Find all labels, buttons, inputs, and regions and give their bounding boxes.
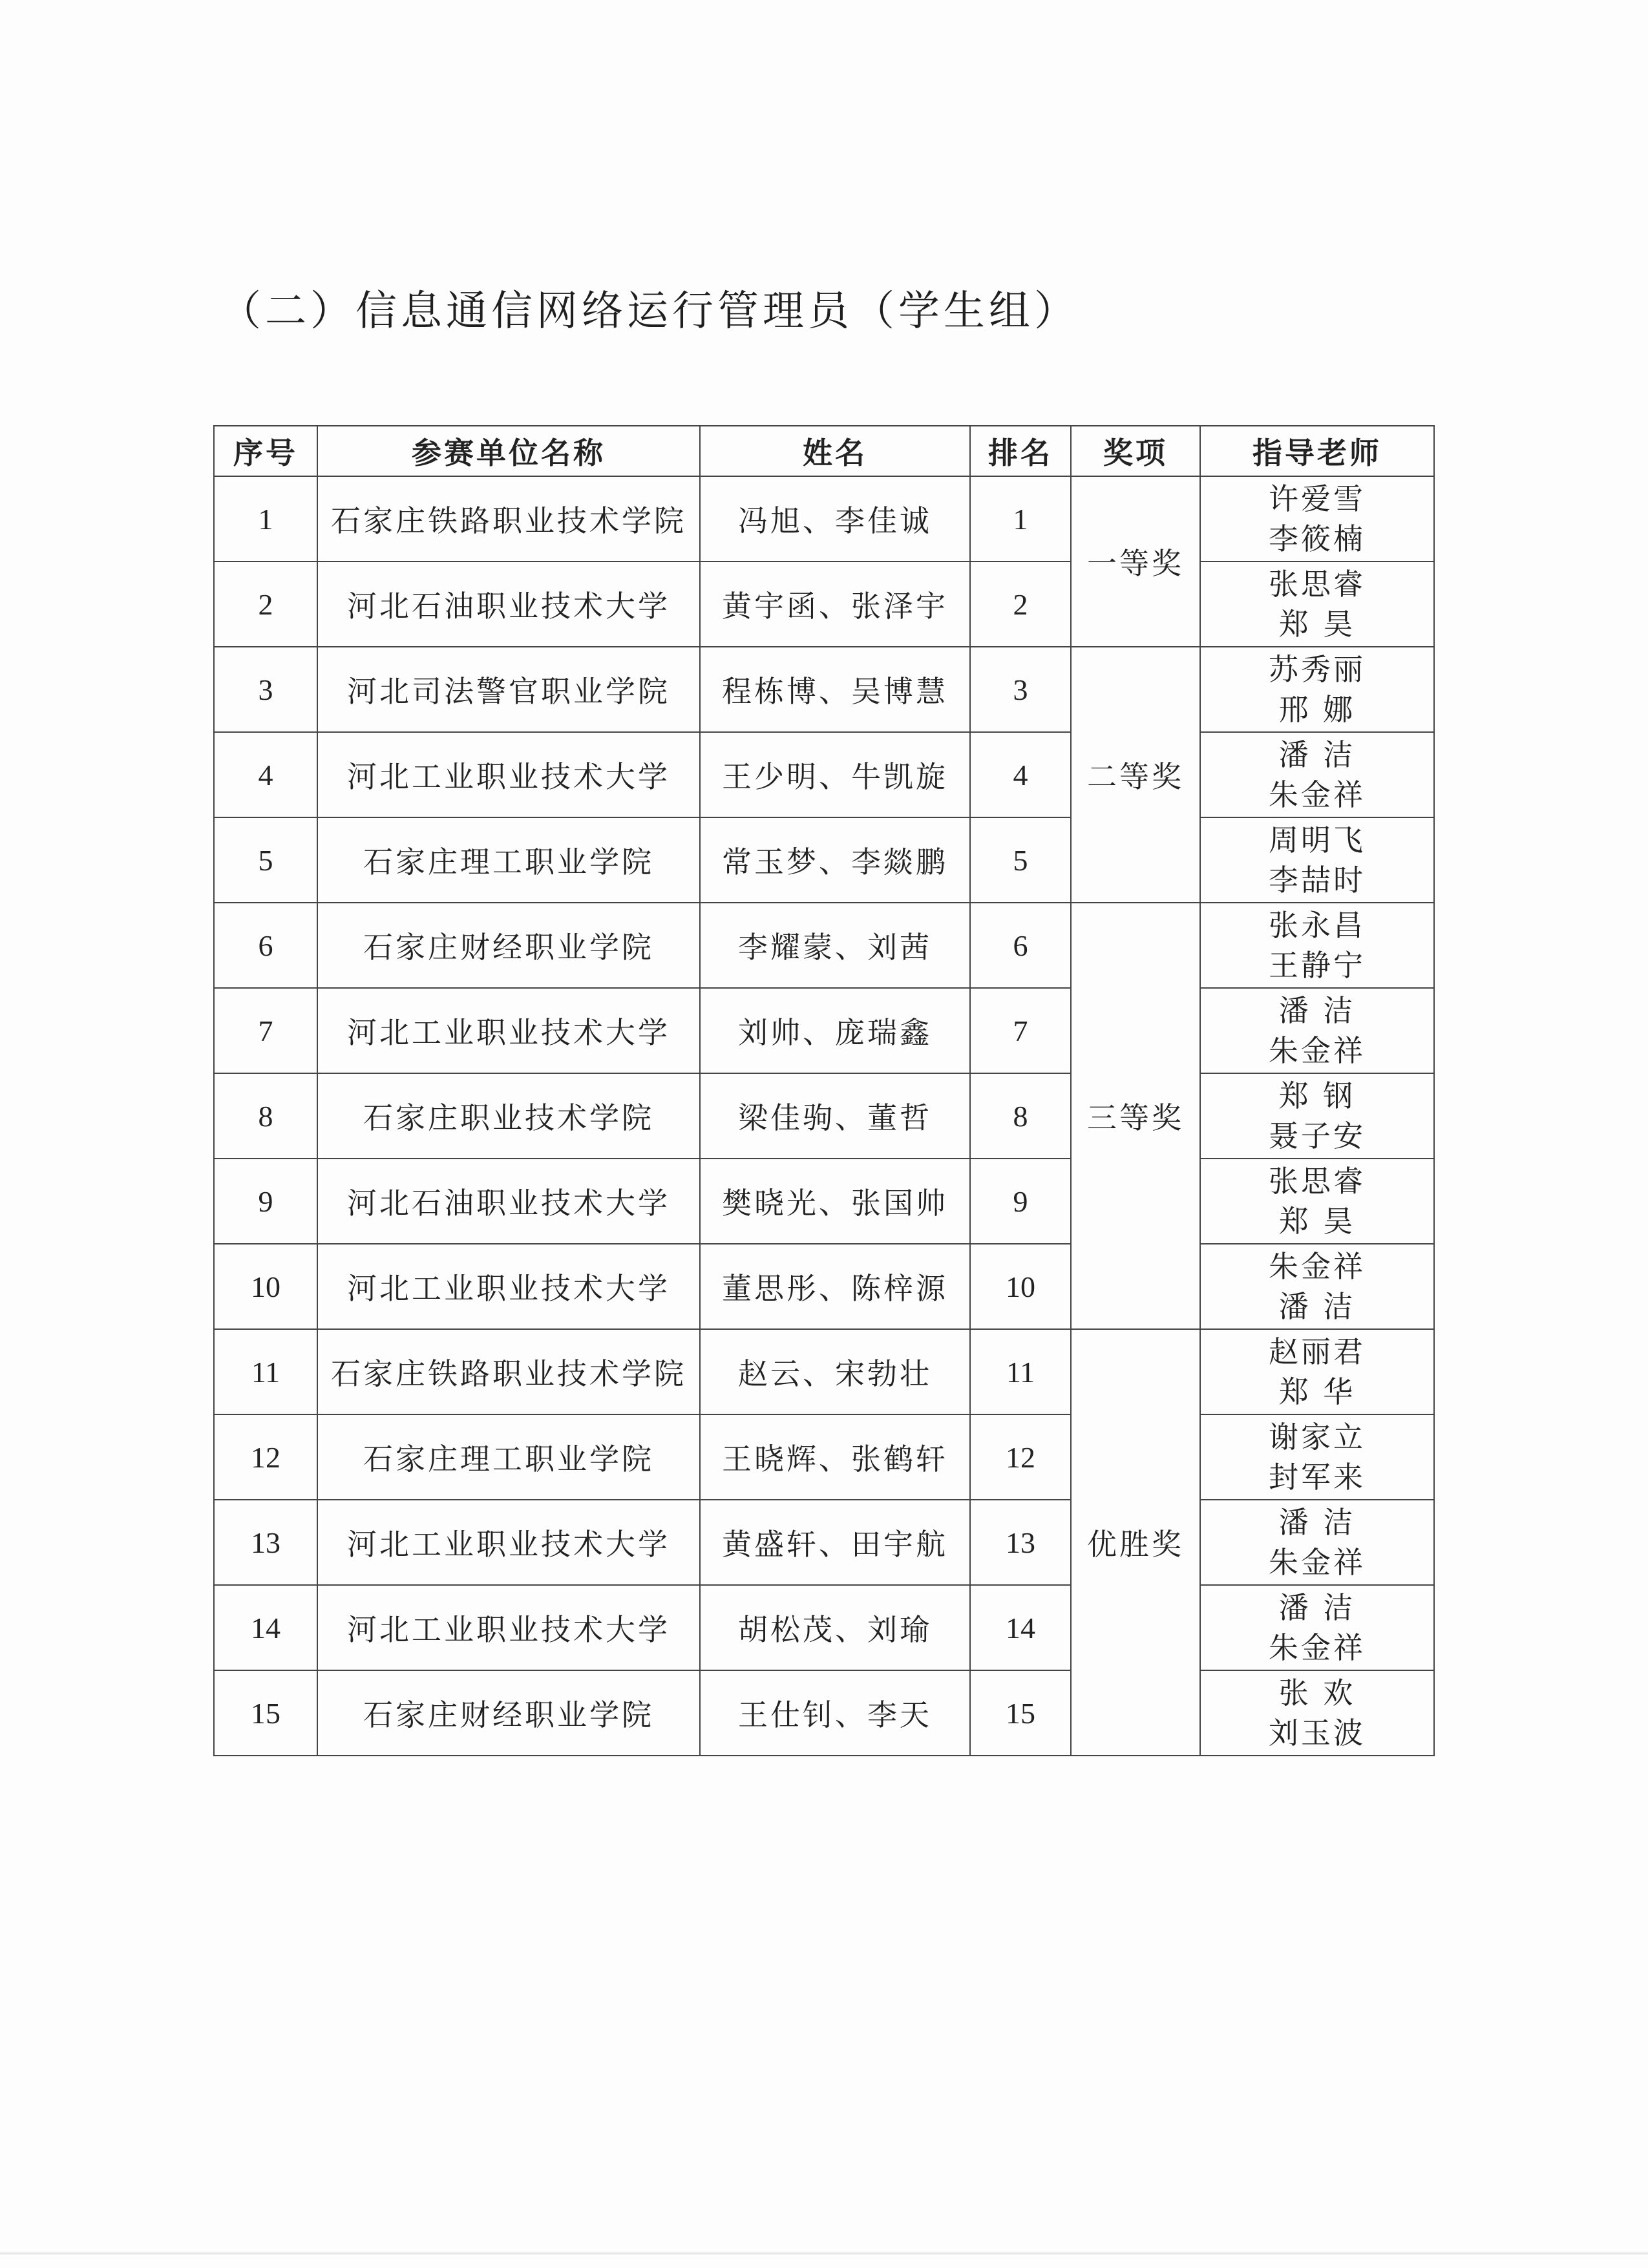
table-row — [214, 1329, 1434, 1414]
cell-unit: 河北石油职业技术大学 — [317, 1159, 700, 1244]
cell-teachers — [1200, 562, 1434, 647]
cell-names: 王少明、牛凯旋 — [700, 732, 970, 817]
cell-seq: 6 — [214, 903, 317, 988]
cell-unit: 石家庄财经职业学院 — [317, 903, 700, 988]
cell-rank: 3 — [970, 647, 1071, 732]
cell-unit: 河北工业职业技术大学 — [317, 732, 700, 817]
teacher-name: 朱金祥 — [1269, 1249, 1366, 1284]
cell-names: 冯旭、李佳诚 — [700, 476, 970, 562]
header-seq: 序号 — [214, 426, 317, 476]
teacher-name: 朱金祥 — [1269, 1033, 1366, 1068]
cell-names: 董思彤、陈梓源 — [700, 1244, 970, 1329]
table-row — [214, 817, 1434, 903]
teacher-name: 郑 华 — [1278, 1374, 1356, 1409]
teacher-name: 张永昌 — [1269, 908, 1366, 943]
table-row — [214, 1414, 1434, 1500]
award-table — [213, 425, 1435, 1756]
cell-unit: 河北工业职业技术大学 — [317, 1244, 700, 1329]
teacher-name: 潘 洁 — [1278, 1590, 1356, 1625]
cell-teachers — [1200, 1585, 1434, 1670]
scan-edge-line — [0, 2252, 1648, 2254]
cell-teachers — [1200, 1500, 1434, 1585]
cell-unit: 石家庄理工职业学院 — [317, 1414, 700, 1500]
cell-seq: 11 — [214, 1329, 317, 1414]
table-row — [214, 476, 1434, 562]
cell-unit: 河北司法警官职业学院 — [317, 647, 700, 732]
teacher-name: 聂子安 — [1269, 1118, 1366, 1153]
teacher-name: 郑 昊 — [1278, 1204, 1356, 1239]
teacher-name: 苏秀丽 — [1269, 652, 1366, 687]
cell-seq: 2 — [214, 562, 317, 647]
cell-names: 胡松茂、刘瑜 — [700, 1585, 970, 1670]
cell-rank: 11 — [970, 1329, 1071, 1414]
table-row — [214, 1244, 1434, 1329]
cell-rank: 10 — [970, 1244, 1071, 1329]
cell-rank: 15 — [970, 1670, 1071, 1756]
cell-seq: 13 — [214, 1500, 317, 1585]
cell-unit: 石家庄理工职业学院 — [317, 817, 700, 903]
cell-unit: 河北工业职业技术大学 — [317, 988, 700, 1073]
header-award: 奖项 — [1071, 426, 1200, 476]
teacher-name: 刘玉波 — [1269, 1716, 1366, 1750]
teacher-name: 潘 洁 — [1278, 1505, 1356, 1540]
cell-seq: 5 — [214, 817, 317, 903]
cell-seq: 4 — [214, 732, 317, 817]
teacher-name: 王静宁 — [1269, 948, 1366, 983]
teacher-name: 李筱楠 — [1269, 521, 1366, 556]
cell-rank: 1 — [970, 476, 1071, 562]
cell-unit: 石家庄财经职业学院 — [317, 1670, 700, 1756]
cell-teachers — [1200, 1073, 1434, 1159]
cell-seq: 10 — [214, 1244, 317, 1329]
cell-names: 黄盛轩、田宇航 — [700, 1500, 970, 1585]
teacher-name: 郑 昊 — [1278, 607, 1356, 642]
cell-seq: 7 — [214, 988, 317, 1073]
teacher-name: 封军来 — [1269, 1460, 1366, 1495]
cell-rank: 14 — [970, 1585, 1071, 1670]
table-row — [214, 732, 1434, 817]
cell-seq: 15 — [214, 1670, 317, 1756]
cell-unit: 河北石油职业技术大学 — [317, 562, 700, 647]
cell-teachers — [1200, 1159, 1434, 1244]
cell-unit: 河北工业职业技术大学 — [317, 1500, 700, 1585]
cell-teachers — [1200, 1244, 1434, 1329]
teacher-name: 郑 钢 — [1278, 1078, 1356, 1113]
table-row — [214, 1585, 1434, 1670]
cell-unit: 石家庄职业技术学院 — [317, 1073, 700, 1159]
cell-names: 王晓辉、张鹤轩 — [700, 1414, 970, 1500]
cell-rank: 9 — [970, 1159, 1071, 1244]
header-name: 姓名 — [700, 426, 970, 476]
table-row — [214, 903, 1434, 988]
award-third: 三等奖 — [1071, 903, 1200, 1329]
cell-names: 常玉梦、李燚鹏 — [700, 817, 970, 903]
cell-seq: 14 — [214, 1585, 317, 1670]
teacher-name: 朱金祥 — [1269, 1545, 1366, 1580]
cell-names: 李耀蒙、刘茜 — [700, 903, 970, 988]
cell-rank: 4 — [970, 732, 1071, 817]
cell-teachers — [1200, 1414, 1434, 1500]
table-row — [214, 1500, 1434, 1585]
cell-seq: 9 — [214, 1159, 317, 1244]
teacher-name: 谢家立 — [1269, 1420, 1366, 1454]
cell-unit: 石家庄铁路职业技术学院 — [317, 476, 700, 562]
cell-seq: 1 — [214, 476, 317, 562]
table-row — [214, 1670, 1434, 1756]
cell-names: 樊晓光、张国帅 — [700, 1159, 970, 1244]
teacher-name: 朱金祥 — [1269, 777, 1366, 812]
cell-seq: 3 — [214, 647, 317, 732]
cell-rank: 2 — [970, 562, 1071, 647]
cell-rank: 6 — [970, 903, 1071, 988]
cell-names: 程栋博、吴博慧 — [700, 647, 970, 732]
award-first: 一等奖 — [1071, 476, 1200, 647]
cell-teachers — [1200, 817, 1434, 903]
cell-names: 梁佳驹、董哲 — [700, 1073, 970, 1159]
teacher-name: 许爱雪 — [1269, 481, 1366, 516]
cell-rank: 5 — [970, 817, 1071, 903]
cell-rank: 12 — [970, 1414, 1071, 1500]
header-rank: 排名 — [970, 426, 1071, 476]
teacher-name: 潘 洁 — [1278, 1289, 1356, 1324]
section-heading: （二）信息通信网络运行管理员（学生组） — [220, 288, 1079, 335]
table-row — [214, 1073, 1434, 1159]
cell-seq: 12 — [214, 1414, 317, 1500]
teacher-name: 张思睿 — [1269, 1164, 1366, 1199]
cell-names: 王仕钊、李天 — [700, 1670, 970, 1756]
cell-teachers — [1200, 647, 1434, 732]
teacher-name: 邢 娜 — [1278, 692, 1356, 727]
cell-teachers — [1200, 732, 1434, 817]
table-row — [214, 1159, 1434, 1244]
teacher-name: 潘 洁 — [1278, 737, 1356, 772]
cell-unit: 石家庄铁路职业技术学院 — [317, 1329, 700, 1414]
table-row — [214, 647, 1434, 732]
teacher-name: 潘 洁 — [1278, 993, 1356, 1028]
cell-names: 刘帅、庞瑞鑫 — [700, 988, 970, 1073]
cell-teachers — [1200, 476, 1434, 562]
cell-unit: 河北工业职业技术大学 — [317, 1585, 700, 1670]
cell-rank: 13 — [970, 1500, 1071, 1585]
award-second: 二等奖 — [1071, 647, 1200, 903]
cell-teachers — [1200, 903, 1434, 988]
teacher-name: 赵丽君 — [1269, 1334, 1366, 1369]
header-teacher: 指导老师 — [1200, 426, 1434, 476]
cell-seq: 8 — [214, 1073, 317, 1159]
teacher-name: 周明飞 — [1269, 823, 1366, 857]
cell-teachers — [1200, 988, 1434, 1073]
cell-rank: 8 — [970, 1073, 1071, 1159]
header-unit: 参赛单位名称 — [317, 426, 700, 476]
teacher-name: 张 欢 — [1278, 1675, 1356, 1710]
cell-names: 赵云、宋勃壮 — [700, 1329, 970, 1414]
teacher-name: 李喆时 — [1269, 863, 1366, 898]
cell-names: 黄宇函、张泽宇 — [700, 562, 970, 647]
teacher-name: 朱金祥 — [1269, 1630, 1366, 1665]
award-merit: 优胜奖 — [1071, 1329, 1200, 1756]
table-row — [214, 562, 1434, 647]
cell-teachers — [1200, 1329, 1434, 1414]
cell-teachers — [1200, 1670, 1434, 1756]
cell-rank: 7 — [970, 988, 1071, 1073]
table-row — [214, 988, 1434, 1073]
teacher-name: 张思睿 — [1269, 567, 1366, 602]
table-header-row — [214, 426, 1434, 476]
